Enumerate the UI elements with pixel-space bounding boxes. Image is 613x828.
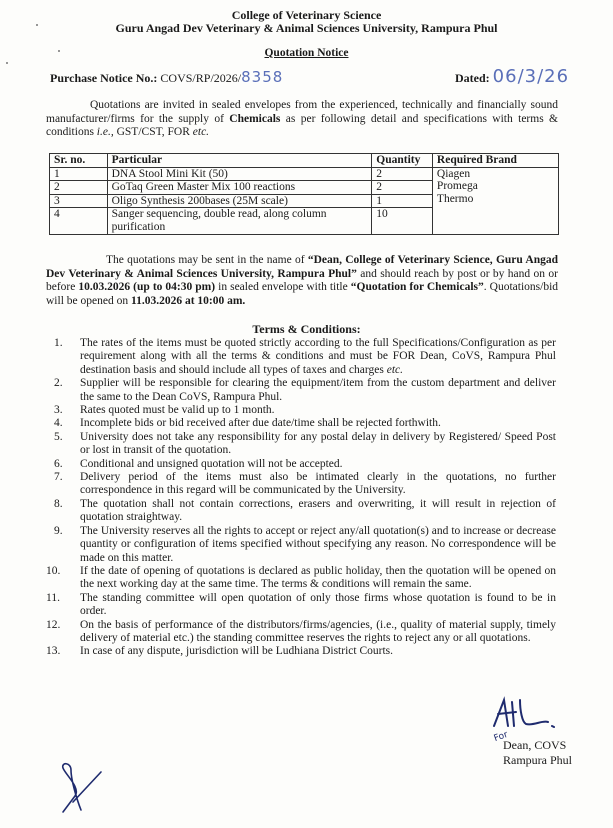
university-name: Guru Angad Dev Veterinary & Animal Sciences University, Rampura Phul xyxy=(115,21,498,35)
cell-sr: 2 xyxy=(50,181,108,195)
due-date: 10.03.2026 (up to 04:30 pm) xyxy=(78,281,216,294)
cell-brands xyxy=(432,167,558,234)
college-name: College of Veterinary Science xyxy=(231,8,382,22)
chemicals-highlight: Chemicals xyxy=(229,112,281,125)
term-item: 10. If the date of opening of quotations is declared as public holiday, then the quotation will be opened on the next working day at the same time. The terms & conditions will remain the same. xyxy=(46,564,556,591)
purchase-notice-label: Purchase Notice No.: xyxy=(50,71,158,85)
header-quantity: Quantity xyxy=(372,154,433,168)
cell-sr: 4 xyxy=(50,208,108,234)
header-required-brand: Required Brand xyxy=(432,154,558,168)
term-item: 8. The quotation shall not contain corrections, erasers and overwriting, it will result in rejection of quotation straightway. xyxy=(54,497,556,524)
brand-item: Qiagen xyxy=(436,167,471,180)
cell-quantity: 2 xyxy=(372,167,433,181)
terms-heading: Terms & Conditions: xyxy=(252,322,361,336)
term-item: 7. Delivery period of the items must also be intimated clearly in the quotations, no further correspondence in this regard will be communicated by the University. xyxy=(54,471,556,497)
cell-particular: Sanger sequencing, double read, along column purification xyxy=(107,208,372,234)
items-table xyxy=(49,153,559,235)
cell-sr: 1 xyxy=(50,167,108,181)
for-annotation: For xyxy=(492,729,510,745)
term-item: 4. Incomplete bids or bid received after due date/time shall be rejected forthwith. xyxy=(54,417,441,430)
brand-item: Thermo xyxy=(436,192,474,205)
purchase-notice-prefix: COVS/RP/2026/ xyxy=(160,71,242,85)
term-item: 12. On the basis of performance of the distributors/firms/agencies, (i.e., quality of material supply, timely delivery of material etc.) the standing committee reserves the rights to reject any or all quotations. xyxy=(46,618,556,644)
term-item: 11. The standing committee will open quotation of only those firms whose quotation is found to be in order. xyxy=(46,591,556,618)
signatory-title: Dean, COVS xyxy=(503,738,567,752)
brand-item: Promega xyxy=(436,180,478,193)
table-header-row xyxy=(50,154,559,168)
term-item: 13. In case of any dispute, jurisdiction will be Ludhiana District Courts. xyxy=(46,645,393,658)
terms-list xyxy=(46,337,556,659)
notice-date xyxy=(455,66,569,87)
table-row xyxy=(50,167,559,181)
header-particular: Particular xyxy=(107,154,372,168)
purchase-notice-number xyxy=(50,68,283,86)
term-item: 2. Supplier will be responsible for clearing the equipment/item from the custom department and deliver the same to the Dean CoVS, Rampura Phul. xyxy=(54,377,556,403)
dated-label: Dated: xyxy=(455,71,490,85)
cell-quantity: 1 xyxy=(372,194,433,208)
intro-paragraph: Quotations are invited in sealed envelopes from the experienced, technically and financially sound manufacturer/firms for the supply of Chemicals as per following detail and specifications with terms & conditions i.e., GST/CST, FOR etc. xyxy=(46,99,558,139)
cell-sr: 3 xyxy=(50,194,108,208)
signatory-block xyxy=(503,738,572,768)
signatory-location: Rampura Phul xyxy=(503,753,572,767)
term-item: 1. The rates of the items must be quoted strictly according to the full Specifications/Configuration as per requirement along with all the terms & conditions and must be FOR Dean, CoVS, Rampura Phul destination basis and should include all types of taxes and charges etc. xyxy=(54,337,556,376)
cell-particular: DNA Stool Mini Kit (50) xyxy=(107,167,372,181)
initial-signature-icon xyxy=(55,760,105,815)
cell-particular: GoTaq Green Master Mix 100 reactions xyxy=(107,181,372,195)
header-sr-no: Sr. no. xyxy=(50,154,108,168)
term-item: 9. The University reserves all the rights to accept or reject any/all quotation(s) and to increase or decrease quantity or configuration of items specified without specifying any reason. No correspondence will be made on this matter. xyxy=(54,524,556,564)
dean-signature-icon xyxy=(486,696,586,732)
handwritten-notice-number: 8358 xyxy=(241,68,284,86)
cell-quantity: 2 xyxy=(372,181,433,195)
page-title: Quotation Notice xyxy=(264,47,349,59)
submission-paragraph: The quotations may be sent in the name of “Dean, College of Veterinary Science, Guru Angad Dev Veterinary & Animal Sciences University, Rampura Phul” and should reach by post or by hand on or before 10.03.2026 (up to 04:30 pm) in sealed envelope with title “Quotation for Chemicals”. Quotations/bid will be opened on 11.03.2026 at 10:00 am. xyxy=(46,254,559,307)
envelope-title: “Quotation for Chemicals” xyxy=(350,281,484,294)
term-item: 5. University does not take any responsibility for any postal delay in delivery by Registered/ Speed Post or lost in transit of the quotation. xyxy=(54,430,556,457)
cell-quantity: 10 xyxy=(372,208,433,234)
term-item: 6. Conditional and unsigned quotation will not be accepted. xyxy=(54,457,343,470)
cell-particular: Oligo Synthesis 200bases (25M scale) xyxy=(107,194,372,208)
addressee: “Dean, College of Veterinary Science, Guru Angad Dev Veterinary & Animal Sciences University, Rampura Phul” xyxy=(46,254,559,280)
handwritten-date: 06/3/26 xyxy=(492,66,570,87)
term-item: 3. Rates quoted must be valid up to 1 month. xyxy=(54,404,275,417)
scan-speck xyxy=(6,62,8,64)
opening-date: 11.03.2026 at 10:00 am. xyxy=(130,294,246,307)
